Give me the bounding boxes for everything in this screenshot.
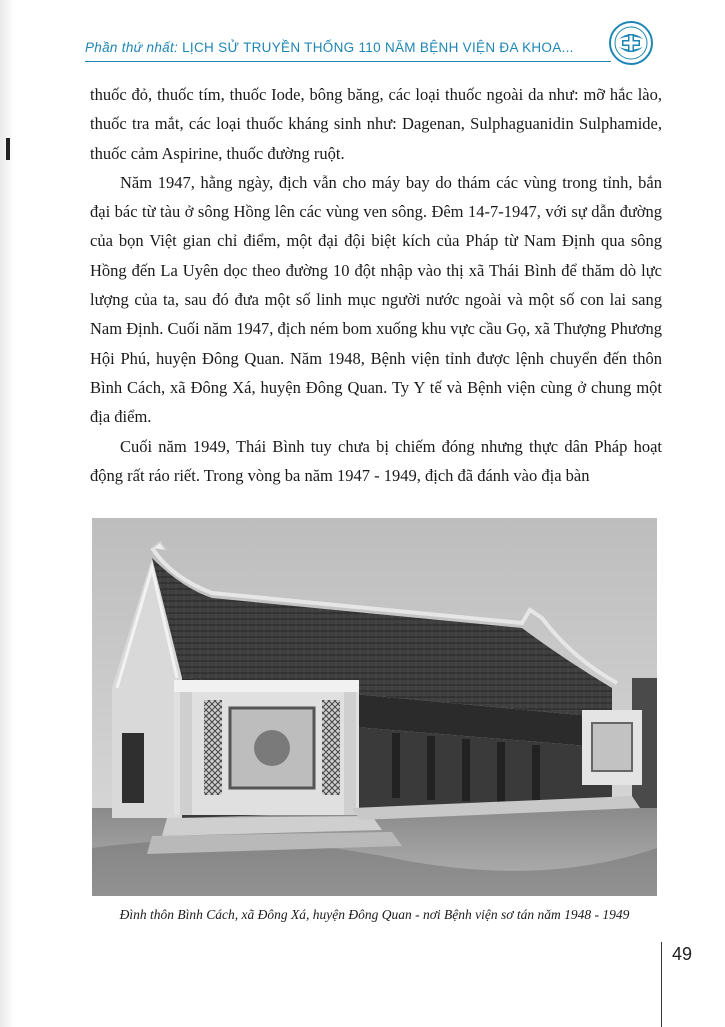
photo-caption: Đình thôn Bình Cách, xã Đông Xá, huyện Đông Quan - nơi Bệnh viện sơ tán năm 1948 - 1949: [119, 907, 630, 922]
paragraph-1: thuốc đỏ, thuốc tím, thuốc Iode, bông băng, các loại thuốc ngoài da như: mỡ hắc lào, thuốc tra mắt, các loại thuốc kháng sinh như: Dagenan, Sulphaguanidin Sulphamide, thuốc cảm Aspirine, thuốc đường ruột.: [90, 85, 662, 163]
paragraph-2: Năm 1947, hằng ngày, địch vẫn cho máy bay do thám các vùng trong tỉnh, bắn đại bác từ tàu ở sông Hồng lên các vùng ven sông. Đêm 14-7-1947, với sự dẫn đường của bọn Việt gian chỉ điểm, một đại đội biệt kích của Pháp từ Nam Định qua sông Hồng đến La Uyên dọc theo đường 10 đột nhập vào thị xã Thái Bình để thăm dò lực lượng của ta, sau đó đưa một số linh mục người nước ngoài và một số con lai sang Nam Định. Cuối năm 1947, địch ném bom xuống khu vực cầu Gọ, xã Thượng Phương Hội Phú, huyện Đông Quan. Năm 1948, Bệnh viện tỉnh được lệnh chuyển đến thôn Bình Cách, xã Đông Xá, huyện Đông Quan. Ty Y tế và Bệnh viện cùng ở chung một địa điểm.: [90, 172, 662, 427]
header-rule: [85, 61, 611, 62]
body-text: [90, 80, 662, 490]
temple-photo: [92, 518, 657, 896]
scan-mark: [6, 138, 10, 160]
page-number: 49: [672, 944, 693, 964]
header-lead: Phần thứ nhất:: [85, 40, 179, 55]
header-title: LỊCH SỬ TRUYỀN THỐNG 110 NĂM BỆNH VIỆN ĐA KHOA...: [178, 40, 574, 55]
running-header: [85, 37, 620, 63]
hospital-logo-icon: [608, 20, 654, 66]
running-header-text: [85, 40, 574, 55]
paragraph-3: Cuối năm 1949, Thái Bình tuy chưa bị chiếm đóng nhưng thực dân Pháp hoạt động rất ráo riết. Trong vòng ba năm 1947 - 1949, địch đã đánh vào địa bàn: [90, 436, 662, 485]
page-number-rule: [661, 942, 662, 1027]
